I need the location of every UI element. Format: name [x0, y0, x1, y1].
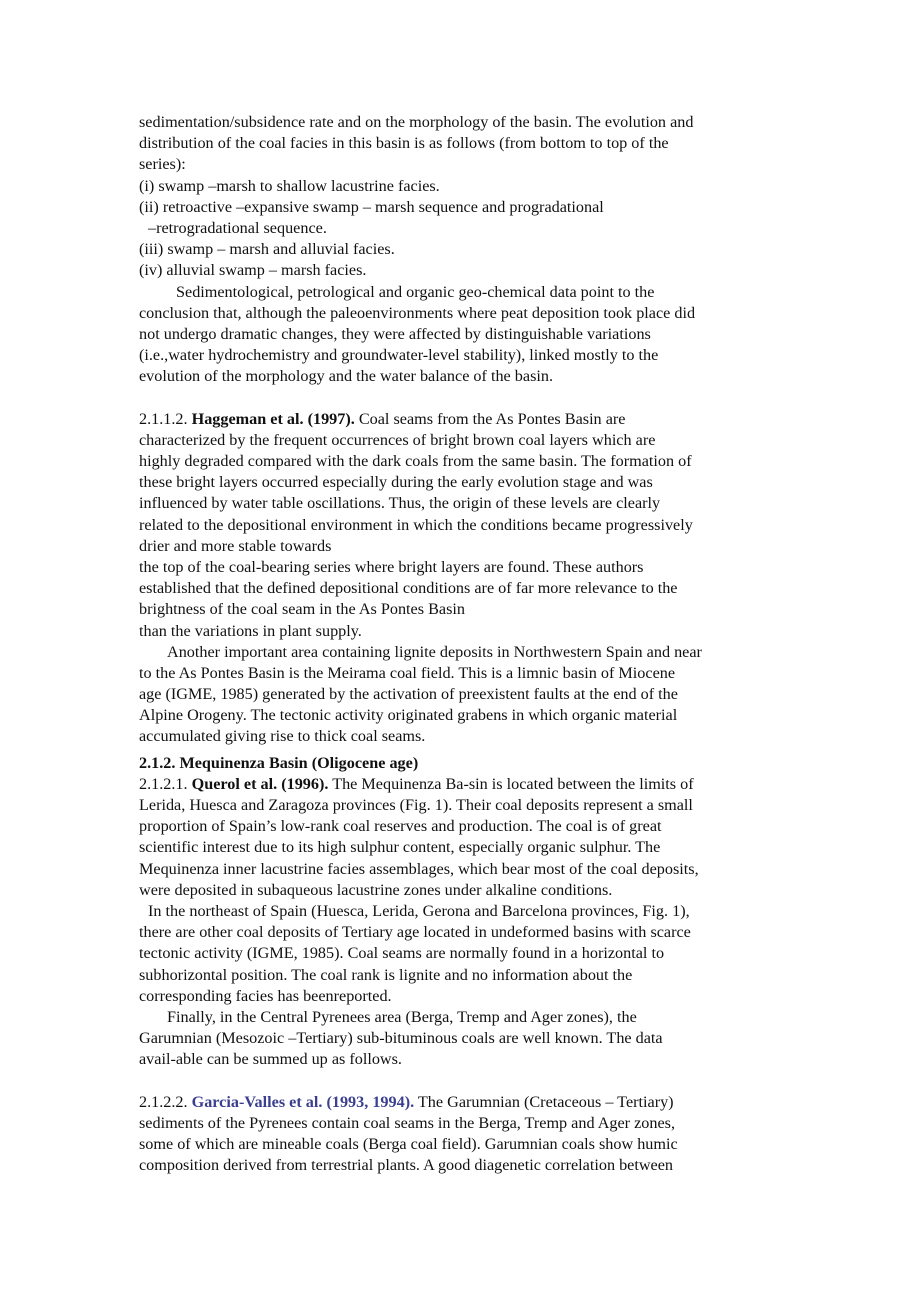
text-line: (i.e.,water hydrochemistry and groundwater-level stability), linked mostly to the [139, 346, 659, 365]
text-line: were deposited in subaqueous lacustrine zones under alkaline conditions. [139, 880, 613, 899]
list-item: (ii) retroactive –expansive swamp – marsh sequence and progradational [139, 197, 604, 216]
text-line: subhorizontal position. The coal rank is lignite and no information about the [139, 965, 633, 984]
document-page [139, 112, 794, 1176]
text-line: tectonic activity (IGME, 1985). Coal seams are normally found in a horizontal to [139, 944, 665, 963]
citation-link[interactable]: Garcia-Valles et al. (1993, 1994). [191, 1092, 415, 1111]
text-line: sedimentation/subsidence rate and on the morphology of the basin. The evolution and [139, 113, 694, 131]
text-fragment: The Mequinenza Ba-sin is located between the limits of [328, 774, 694, 793]
text-line: Sedimentological, petrological and organic geo-chemical data point to the [176, 282, 655, 301]
text-line: distribution of the coal facies in this basin is as follows (from bottom to top of the [139, 134, 669, 153]
list-item-continuation: –retrogradational sequence. [148, 218, 327, 237]
section-heading-text: 2.1.2. Mequinenza Basin (Oligocene age) [139, 753, 419, 772]
list-item: (iv) alluvial swamp – marsh facies. [139, 261, 367, 280]
text-line: series): [139, 155, 186, 174]
text-fragment: The Garumnian (Cretaceous – Tertiary) [414, 1092, 674, 1111]
text-line: established that the defined depositional conditions are of far more relevance to the [139, 579, 678, 598]
text-line: these bright layers occurred especially during the early evolution stage and was [139, 473, 653, 492]
text-line: related to the depositional environment in which the conditions became progressively [139, 515, 693, 534]
section-heading [139, 753, 794, 774]
text-line: to the As Pontes Basin is the Meirama coal field. This is a limnic basin of Miocene [139, 663, 676, 682]
text-line: age (IGME, 1985) generated by the activation of preexistent faults at the end of the [139, 685, 678, 704]
citation-reference: Querol et al. (1996). [191, 774, 329, 793]
citation-reference: Haggeman et al. (1997). [191, 409, 355, 428]
text-line: avail-able can be summed up as follows. [139, 1050, 402, 1069]
text-line: Lerida, Huesca and Zaragoza provinces (Fig. 1). Their coal deposits represent a small [139, 796, 693, 814]
section-2-1-2-1-first-line [139, 774, 794, 795]
text-line: than the variations in plant supply. [139, 621, 362, 640]
text-line: some of which are mineable coals (Berga coal field). Garumnian coals show humic [139, 1135, 678, 1153]
text-line: drier and more stable towards [139, 536, 332, 555]
text-line: evolution of the morphology and the water balance of the basin. [139, 367, 554, 386]
text-line: Mequinenza inner lacustrine facies assemblages, which bear most of the coal deposits, [139, 859, 699, 878]
section-number: 2.1.2.2. [139, 1092, 192, 1111]
text-line: not undergo dramatic changes, they were affected by distinguishable variations [139, 324, 651, 343]
text-line: the top of the coal-bearing series where bright layers are found. These authors [139, 557, 644, 576]
text-line: highly degraded compared with the dark coals from the same basin. The formation of [139, 452, 692, 470]
text-line: conclusion that, although the paleoenvironments where peat deposition took place did [139, 303, 696, 322]
text-line: brightness of the coal seam in the As Pontes Basin [139, 600, 465, 619]
text-line: scientific interest due to its high sulphur content, especially organic sulphur. The [139, 838, 661, 857]
text-line: sediments of the Pyrenees contain coal seams in the Berga, Tremp and Ager zones, [139, 1113, 676, 1132]
text-line: characterized by the frequent occurrences of bright brown coal layers which are [139, 430, 656, 449]
text-line: there are other coal deposits of Tertiary age located in undeformed basins with scarce [139, 923, 691, 942]
text-line: corresponding facies has beenreported. [139, 986, 392, 1005]
text-line: accumulated giving rise to thick coal seams. [139, 727, 426, 746]
list-item: (iii) swamp – marsh and alluvial facies. [139, 240, 395, 259]
text-line: In the northeast of Spain (Huesca, Lerida, Gerona and Barcelona provinces, Fig. 1), [148, 901, 690, 920]
section-2-1-2-2-first-line [139, 1092, 794, 1113]
text-line: influenced by water table oscillations. Thus, the origin of these levels are clearly [139, 494, 661, 513]
section-2-1-1-2-first-line [139, 409, 794, 430]
text-line: Finally, in the Central Pyrenees area (Berga, Tremp and Ager zones), the [167, 1007, 637, 1026]
section-number: 2.1.1.2. [139, 409, 192, 428]
text-fragment: Coal seams from the As Pontes Basin are [354, 409, 626, 428]
list-item: (i) swamp –marsh to shallow lacustrine facies. [139, 176, 440, 195]
text-line: Another important area containing lignite deposits in Northwestern Spain and near [167, 642, 702, 661]
text-line: proportion of Spain’s low-rank coal reserves and production. The coal is of great [139, 817, 662, 836]
text-line: Alpine Orogeny. The tectonic activity originated grabens in which organic material [139, 706, 678, 725]
text-line: composition derived from terrestrial plants. A good diagenetic correlation between [139, 1156, 674, 1175]
section-number: 2.1.2.1. [139, 774, 192, 793]
text-line: Garumnian (Mesozoic –Tertiary) sub-bituminous coals are well known. The data [139, 1029, 663, 1048]
